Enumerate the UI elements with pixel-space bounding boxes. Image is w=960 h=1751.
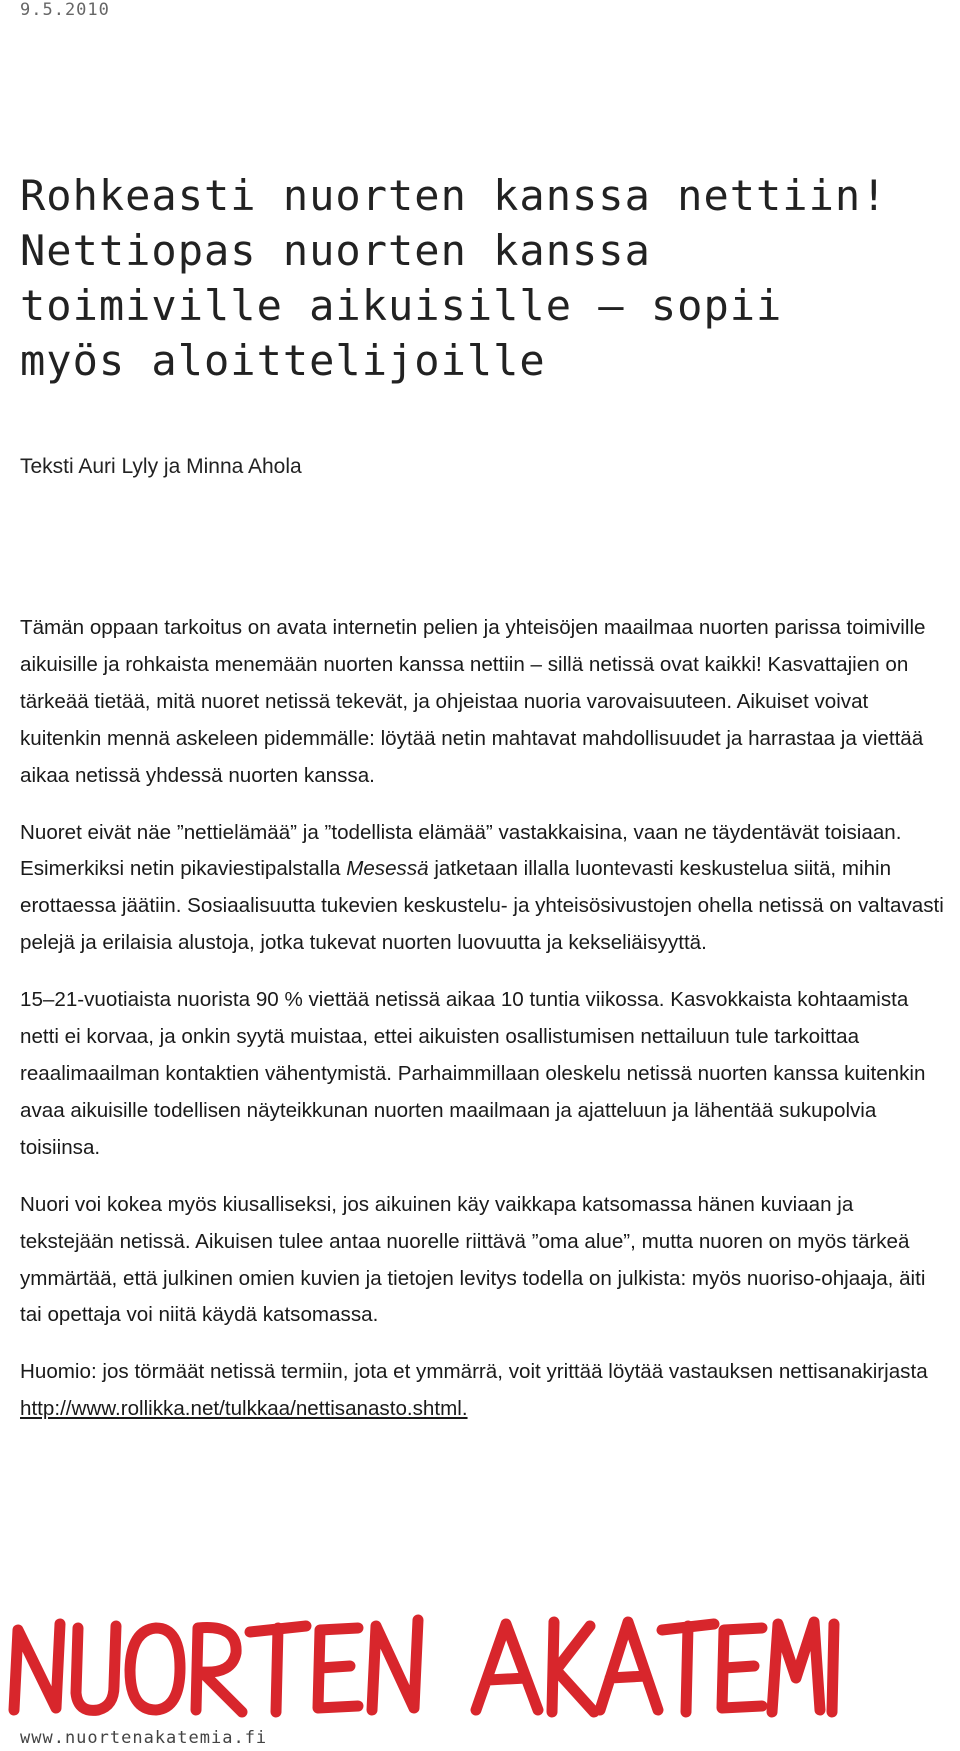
title-line: myös aloittelijoille: [20, 336, 546, 385]
document-date: 9.5.2010: [20, 0, 110, 20]
title-line: Rohkeasti nuorten kanssa nettiin!: [20, 171, 888, 220]
footer-website: www.nuortenakatemia.fi: [20, 1728, 268, 1748]
paragraph-text: jatketaan illalla luontevasti keskustelua siitä, mihin erottaessa jäätiin. Sosiaalisuutta tukevien keskustelu- ja yhteisösivustojen ohella netissä on valtavasti pelejä ja erilaisia alustoja, jotka tukevat nuorten luovuutta ja kekseliäisyyttä.: [20, 857, 944, 955]
title-line: Nettiopas nuorten kanssa: [20, 226, 651, 275]
italic-term: Mesessä: [346, 857, 429, 881]
byline: Teksti Auri Lyly ja Minna Ahola: [20, 455, 302, 478]
paragraph-text: Nuoret eivät näe ”nettielämää” ja ”todellista elämää” vastakkaisina, vaan ne täydentävät toisiaan. Esimerkiksi netin pikaviestipalstalla: [20, 820, 902, 881]
nuorten-akatemia-logo: [6, 1598, 846, 1728]
dictionary-link[interactable]: http://www.rollikka.net/tulkkaa/nettisanasto.shtml.: [20, 1397, 468, 1421]
paragraph-statistics: 15–21-vuotiaista nuorista 90 % viettää netissä aikaa 10 tuntia viikossa. Kasvokkaista kohtaamista netti ei korvaa, ja onkin syytä muistaa, ettei aikuisten osallistumisen nettailuun tule tarkoittaa reaalimaailman kontaktien vähentymistä. Parhaimmillaan oleskelu netissä nuorten kanssa kuitenkin avaa aikuisille todellisen näyteikkunan nuorten maailmaan ja ajatteluun ja lähentää sukupolvia toisiinsa.: [20, 988, 926, 1159]
paragraph-note: [20, 1354, 950, 1428]
article-body: [20, 610, 950, 1448]
paragraph-text: Huomio: jos törmäät netissä termiin, jota et ymmärrä, voit yrittää löytää vastauksen nettisanakirjasta: [20, 1360, 928, 1384]
paragraph-messenger: [20, 815, 950, 963]
paragraph-intro: Tämän oppaan tarkoitus on avata internetin pelien ja yhteisöjen maailmaa nuorten parissa toimiville aikuisille ja rohkaista menemään nuorten kanssa nettiin – sillä netissä ovat kaikki! Kasvattajien on tärkeää tietää, mitä nuoret netissä tekevät, ja ohjeistaa nuoria varovaisuuteen. Aikuiset voivat kuitenkin mennä askeleen pidemmälle: löytää netin mahtavat mahdollisuudet ja harrastaa ja viettää aikaa netissä yhdessä nuorten kanssa.: [20, 616, 926, 787]
paragraph-privacy: Nuori voi kokea myös kiusalliseksi, jos aikuinen käy vaikkapa katsomassa hänen kuviaan ja tekstejään netissä. Aikuisen tulee antaa nuorelle riittävä ”oma alue”, mutta nuoren on myös tärkeä ymmärtää, että julkinen omien kuvien ja tietojen levitys todella on julkista: myös nuoriso-ohjaaja, äiti tai opettaja voi niitä käydä katsomassa.: [20, 1192, 926, 1327]
title-line: toimiville aikuisille – sopii: [20, 281, 783, 330]
document-title: [20, 168, 940, 388]
